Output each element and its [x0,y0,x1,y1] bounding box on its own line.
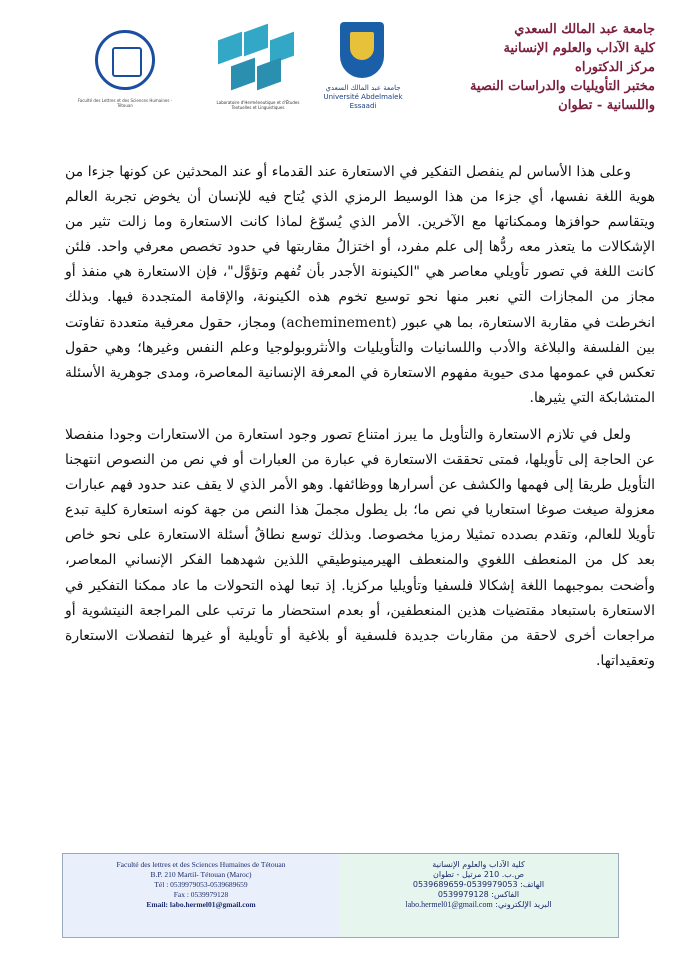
cube-icon [231,58,255,91]
footer-email-label-ar: البريد الإلكتروني: [495,900,552,909]
university-logo [318,22,408,122]
footer-fax-ar: الفاكس: 0539979128 [437,890,520,899]
cube-icon [218,32,242,65]
footer-fax: Fax : 0539979128 [173,890,229,899]
footer-email-link[interactable]: Email: labo.hermel01@gmail.com [146,900,256,909]
institution-heading [420,20,655,115]
footer-email-row-ar [339,900,618,910]
document-body [65,160,655,686]
university-name-fr: Université Abdelmalek Essaadi [323,93,403,110]
institution-line: كلية الآداب والعلوم الإنسانية [503,41,655,56]
page-header [0,0,679,140]
footer-address: B.P. 210 Martil- Tétouan (Maroc) [150,870,252,879]
footer-address-ar: ص.ب. 210 مرتيل - تطوان [432,870,525,879]
footer-phone-ar: الهاتف: 0539979053-0539689659 [412,880,545,889]
institution-line: مركز الدكتوراه [575,60,655,75]
laboratory-cubes-logo [208,28,308,118]
university-logo-text [318,84,408,111]
institution-line: جامعة عبد المالك السعدي [514,22,655,37]
hermel-logo-caption: Faculté des Lettres et des Sciences Humaines - Tétouan [77,98,173,108]
body-paragraph: ولعل في تلازم الاستعارة والتأويل ما يبرز امتناع تصور وجود استعارة من الاستعارات وجودا منفصلا عن الحاجة إلى تأويلها، فمتى تحققت الاستعارة في عبارة من العبارات أو في نص من النصوص انتهجنا التأويل طريقا إلى فهمها والكشف عن أسرارها ووظائفها. وهو الأمر الذي لا يقف عند حدود فهم عبارات معزولة صيغت صوغا استعاريا في نص ما؛ بل يطول مجملَ هذا النص من جهة كونه استعارة كلية تبدع تأويلا للعالم، وتقدم بصدده تمثيلا رمزيا مخصوصا. وبذلك توسع نطاقُ أسئلة الاستعارة على نحو خاص بعد كل من المنعطف اللغوي والمنعطف الهيرمينوطيقي اللذين شهدهما الفكر الإنساني المعاصر، وأضحت بموجبهما اللغة إشكالا فلسفيا وتأويليا مركزيا. إذ تبعا لهذه التحولات ما عاد ممكنا التفكير في الاستعارة باستبعاد مقتضيات هذين المنعطفين، أو بعدم استحضار ما ترتب على المراجعة النيتشوية أو مراجعات أخرى لاحقة من مقاربات جديدة فلسفية أو بلاغية أو تأويلية أو غيرها لتفصلات الاستعارة وتعقيداتها. [65,426,655,669]
footer-faculty-name-ar: كلية الآداب والعلوم الإنسانية [432,860,525,869]
footer-faculty-name: Faculté des lettres et des Sciences Humaines de Tétouan [116,860,286,869]
lab-logo-caption: Laboratoire d'Herméneutique et d'Études Textuelles et Linguistiques [216,100,300,110]
footer-contact-arabic [339,854,618,937]
institution-line: واللسانية - تطوان [558,98,655,113]
body-paragraph: وعلى هذا الأساس لم ينفصل التفكير في الاستعارة عند القدماء أو عند المحدثين عن كونها جزءا من هوية اللغة نفسها، أي جزءا من هذا الوسيط الرمزي الذي يُتاح فيه للإنسان أن يخوض تجربة العالم ويتقاسم حوافزها وممكناتها مع الآخرين. الأمر الذي يُسوّغ لماذا كانت الاستعارة وما زالت تثير من الإشكالات ما يتعذر معه ردُّها إلى علم مفرد، أو اختزالُ مقاربتها في حدود تخصص معرفي واحد. فلئن كانت اللغة في تصور تأويلي معاصر هي "الكينونة الأجدر بأن تُفهم وتؤوَّل"، فإن الاستعارة هي منفذ أو مجاز من المجازات التي نعبر منها نحو توسيع تخوم هذه الكينونة، والإقامة المتجددة فيها. وبذلك انخرطت في مقاربة الاستعارة، بما هي عبور (acheminement) ومجاز، حقول معرفية متعددة تفاوتت بين الفلسفة والبلاغة والأدب واللسانيات والتأويليات والأنثروبولوجيا وعلم النفس وغيرها؛ وهي حقول تعكس في عمومها مدى حيوية مفهوم الاستعارة في المعرفة الإنسانية المعاصرة، ومدى جوهرية الأسئلة المتشابكة التي يثيرها. [65,164,656,406]
footer-contact-french [63,854,339,937]
footer-email-link-ar[interactable]: labo.hermel01@gmail.com [405,900,493,909]
institution-line: مختبر التأويليات والدراسات النصية [469,79,655,94]
footer-phone: Tél : 0539979053-0539689659 [154,880,248,889]
university-shield-icon [340,22,384,78]
university-name-ar: جامعة عبد المالك السعدي [325,84,401,92]
hermel-emblem-icon [95,30,155,90]
cube-icon [257,58,281,91]
page-footer [62,853,619,938]
hermel-lab-logo [70,20,180,115]
cube-icon [244,24,268,57]
